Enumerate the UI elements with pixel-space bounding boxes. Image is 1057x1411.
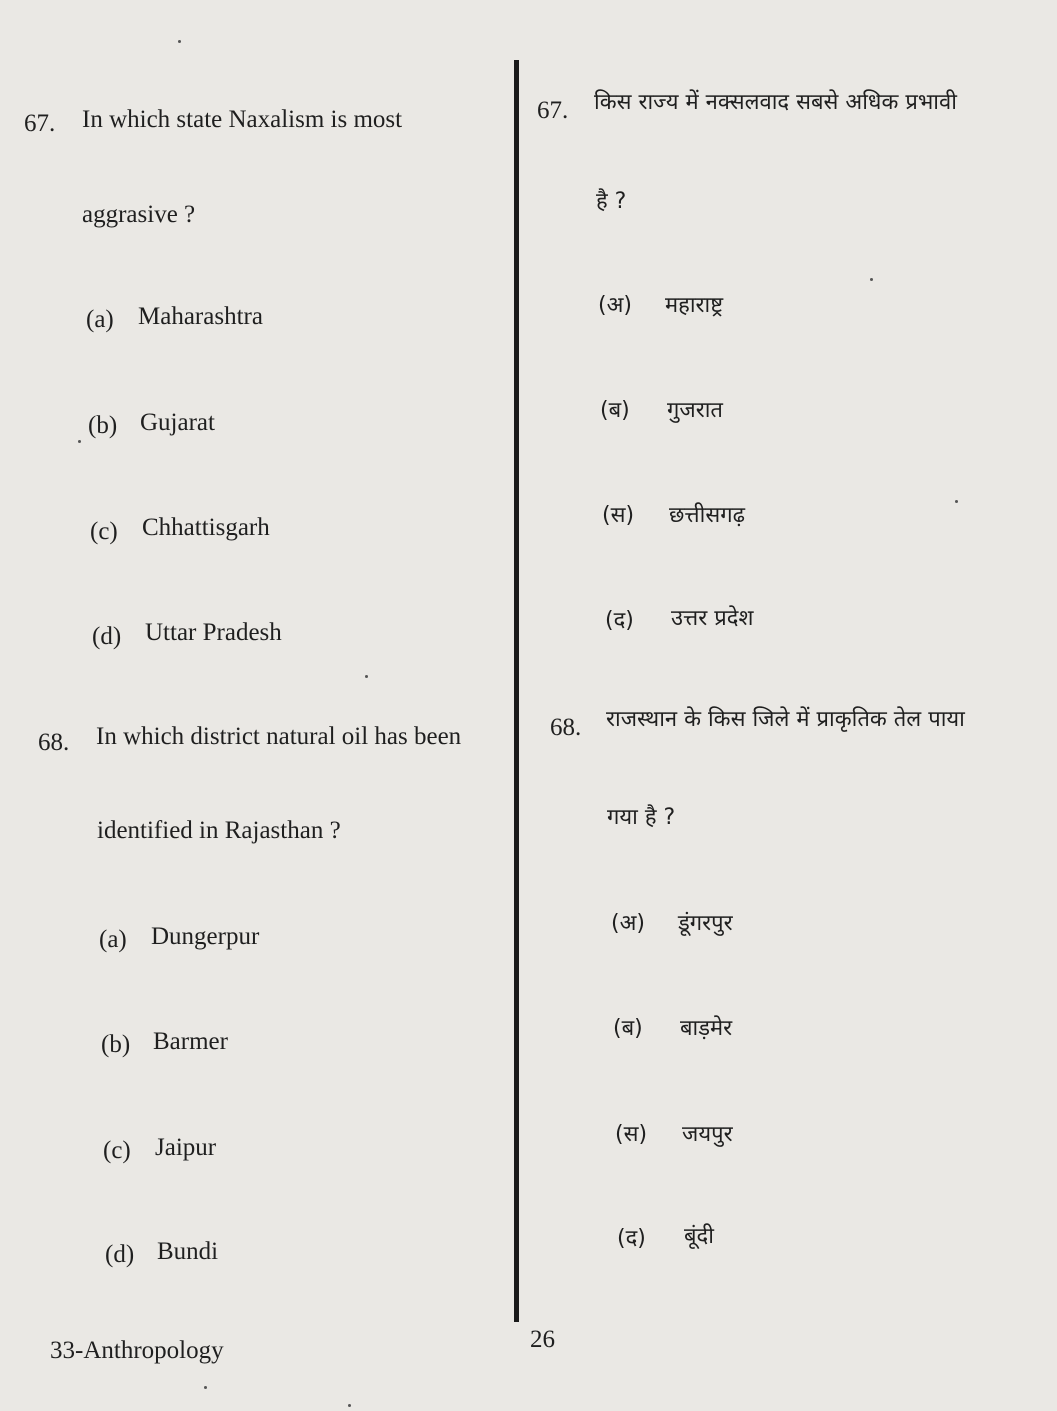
scan-speck xyxy=(955,500,958,503)
left-q68-option-d-label: (d) xyxy=(105,1241,135,1268)
right-q67-option-a-text: महाराष्ट्र xyxy=(665,293,724,318)
left-q68-text-line2: identified in Rajasthan ? xyxy=(97,817,341,844)
right-q67-text-line1: किस राज्य में नक्सलवाद सबसे अधिक प्रभावी xyxy=(594,90,957,115)
left-q68-option-c-label: (c) xyxy=(103,1137,131,1164)
left-q67-option-c-text: Chhattisgarh xyxy=(142,514,270,541)
scan-speck xyxy=(348,1404,351,1407)
left-q67-option-a-text: Maharashtra xyxy=(138,303,263,330)
footer-subject: 33-Anthropology xyxy=(50,1337,224,1364)
right-q68-option-b-label: (ब) xyxy=(613,1016,643,1041)
left-q67-option-d-text: Uttar Pradesh xyxy=(145,619,282,646)
scan-speck xyxy=(870,278,873,281)
right-q68-option-b-text: बाड़मेर xyxy=(680,1016,733,1041)
right-q67-option-c-label: (स) xyxy=(602,503,635,528)
right-q68-option-d-text: बूंदी xyxy=(684,1224,714,1249)
scan-speck xyxy=(78,440,81,443)
left-q68-option-d-text: Bundi xyxy=(157,1238,219,1265)
right-q67-option-a-label: (अ) xyxy=(598,293,632,318)
right-q67-option-b-text: गुजरात xyxy=(667,398,723,423)
right-q68-option-c-label: (स) xyxy=(615,1122,648,1147)
left-q68-option-c-text: Jaipur xyxy=(155,1134,217,1161)
left-q67-option-b-text: Gujarat xyxy=(140,409,215,436)
left-q67-option-a-label: (a) xyxy=(86,306,114,333)
right-q68-option-a-label: (अ) xyxy=(611,911,645,936)
right-q67-text-line2: है ? xyxy=(596,189,627,214)
right-q67-option-d-text: उत्तर प्रदेश xyxy=(671,606,754,631)
right-q67-option-c-text: छत्तीसगढ़ xyxy=(669,503,745,528)
left-q68-option-b-text: Barmer xyxy=(153,1028,228,1055)
right-q68-text-line2: गया है ? xyxy=(607,805,676,830)
right-q67-option-b-label: (ब) xyxy=(600,398,630,423)
left-q68-option-b-label: (b) xyxy=(101,1031,131,1058)
right-q67-option-d-label: (द) xyxy=(605,608,634,633)
left-q67-text-line1: In which state Naxalism is most xyxy=(82,106,403,133)
left-q68-number: 68. xyxy=(38,729,70,756)
left-q68-option-a-label: (a) xyxy=(99,926,127,953)
right-q68-option-a-text: डूंगरपुर xyxy=(678,911,733,936)
left-q67-option-c-label: (c) xyxy=(90,518,118,545)
scan-speck xyxy=(365,675,368,678)
left-q67-text-line2: aggrasive ? xyxy=(82,201,196,228)
page-number: 26 xyxy=(530,1326,555,1353)
right-q67-number: 67. xyxy=(537,97,569,124)
scan-speck xyxy=(204,1386,207,1389)
scan-speck xyxy=(178,40,181,43)
left-q68-text-line1: In which district natural oil has been xyxy=(96,723,462,750)
right-q68-number: 68. xyxy=(550,714,582,741)
left-q67-option-d-label: (d) xyxy=(92,623,122,650)
right-q68-option-d-label: (द) xyxy=(617,1226,646,1251)
right-q68-text-line1: राजस्थान के किस जिले में प्राकृतिक तेल पाया xyxy=(606,707,965,732)
column-divider xyxy=(514,60,519,1322)
left-q67-option-b-label: (b) xyxy=(88,412,118,439)
left-q67-number: 67. xyxy=(24,110,56,137)
left-q68-option-a-text: Dungerpur xyxy=(151,923,260,950)
right-q68-option-c-text: जयपुर xyxy=(682,1122,733,1147)
